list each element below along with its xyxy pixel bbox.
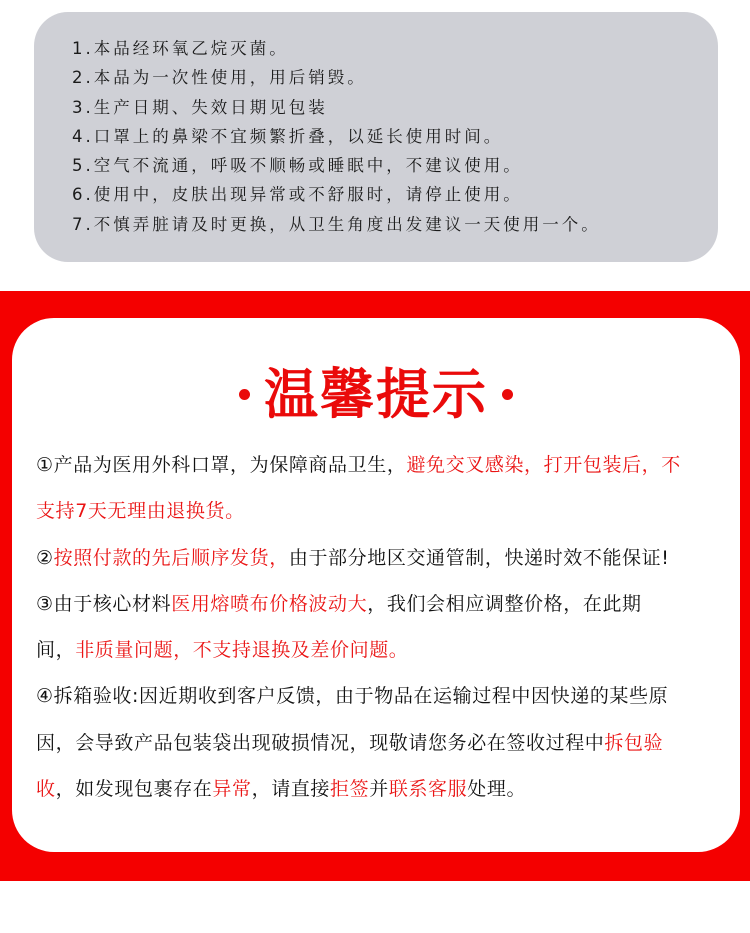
notice-highlight-text: 收: [36, 778, 56, 801]
notice-text: 间，: [36, 639, 76, 662]
notice-title-text: 温馨提示: [264, 363, 488, 426]
usage-note-1: 1.本品经环氧乙烷灭菌。: [72, 39, 289, 58]
notice-highlight-text: 联系客服: [388, 778, 468, 801]
notice-highlight-text: 非质量问题，不支持退换及差价问题。: [75, 639, 409, 662]
notice-body: [36, 442, 728, 812]
usage-note-6: 6.使用中，皮肤出现异常或不舒服时，请停止使用。: [72, 185, 523, 205]
notice-text: 并: [369, 778, 389, 801]
notice-highlight-text: 拒签: [330, 778, 370, 801]
notice-line: [36, 766, 728, 812]
notice-line: [36, 442, 728, 488]
notice-text: ，请直接: [251, 778, 331, 801]
notice-heading: [12, 360, 740, 430]
notice-highlight-text: 医用熔喷布价格波动大: [171, 592, 368, 615]
notice-highlight-text: 支持7天无理由退换货。: [36, 500, 245, 523]
notice-highlight-text: 按照付款的先后顺序发货，: [53, 546, 289, 569]
notice-text: ，如发现包裹存在: [55, 778, 213, 801]
notice-text: ，我们会相应调整价格，在此期: [367, 592, 642, 615]
title-dot-right-icon: [502, 389, 513, 400]
notice-highlight-text: 避免交叉感染，打开包装后，不: [406, 454, 681, 476]
notice-highlight-text: 拆包验: [604, 731, 664, 754]
usage-note-3: 3.生产日期、失效日期见包装: [72, 97, 328, 117]
notice-line: [36, 720, 728, 766]
notice-text: ①产品为医用外科口罩，为保障商品卫生，: [36, 454, 407, 476]
title-dot-left-icon: [239, 389, 250, 400]
notice-text: ④拆箱验收:因近期收到客户反馈，由于物品在运输过程中因快递的某些原: [36, 685, 669, 708]
notice-text: 处理。: [467, 778, 527, 801]
notice-line: [36, 488, 728, 534]
notice-highlight-text: 异常: [212, 778, 252, 801]
notice-line: [36, 581, 728, 627]
notice-line: [36, 535, 728, 581]
usage-note-4: 4.口罩上的鼻梁不宜频繁折叠，以延长使用时间。: [72, 126, 504, 146]
notice-text: ③由于核心材料: [36, 592, 172, 615]
notice-text: 因，会导致产品包装袋出现破损情况，现敬请您务必在签收过程中: [36, 731, 605, 754]
usage-notes-panel: [34, 12, 718, 262]
usage-note-2: 2.本品为一次性使用，用后销毁。: [72, 68, 367, 88]
usage-note-5: 5.空气不流通，呼吸不顺畅或睡眠中，不建议使用。: [72, 156, 523, 176]
notice-line: [36, 673, 728, 719]
notice-text: 由于部分地区交通管制，快递时效不能保证!: [288, 546, 670, 569]
notice-text: ②: [36, 546, 54, 569]
notice-line: [36, 627, 728, 673]
usage-note-7: 7.不慎弄脏请及时更换，从卫生角度出发建议一天使用一个。: [72, 214, 601, 234]
notice-card: [12, 318, 740, 852]
